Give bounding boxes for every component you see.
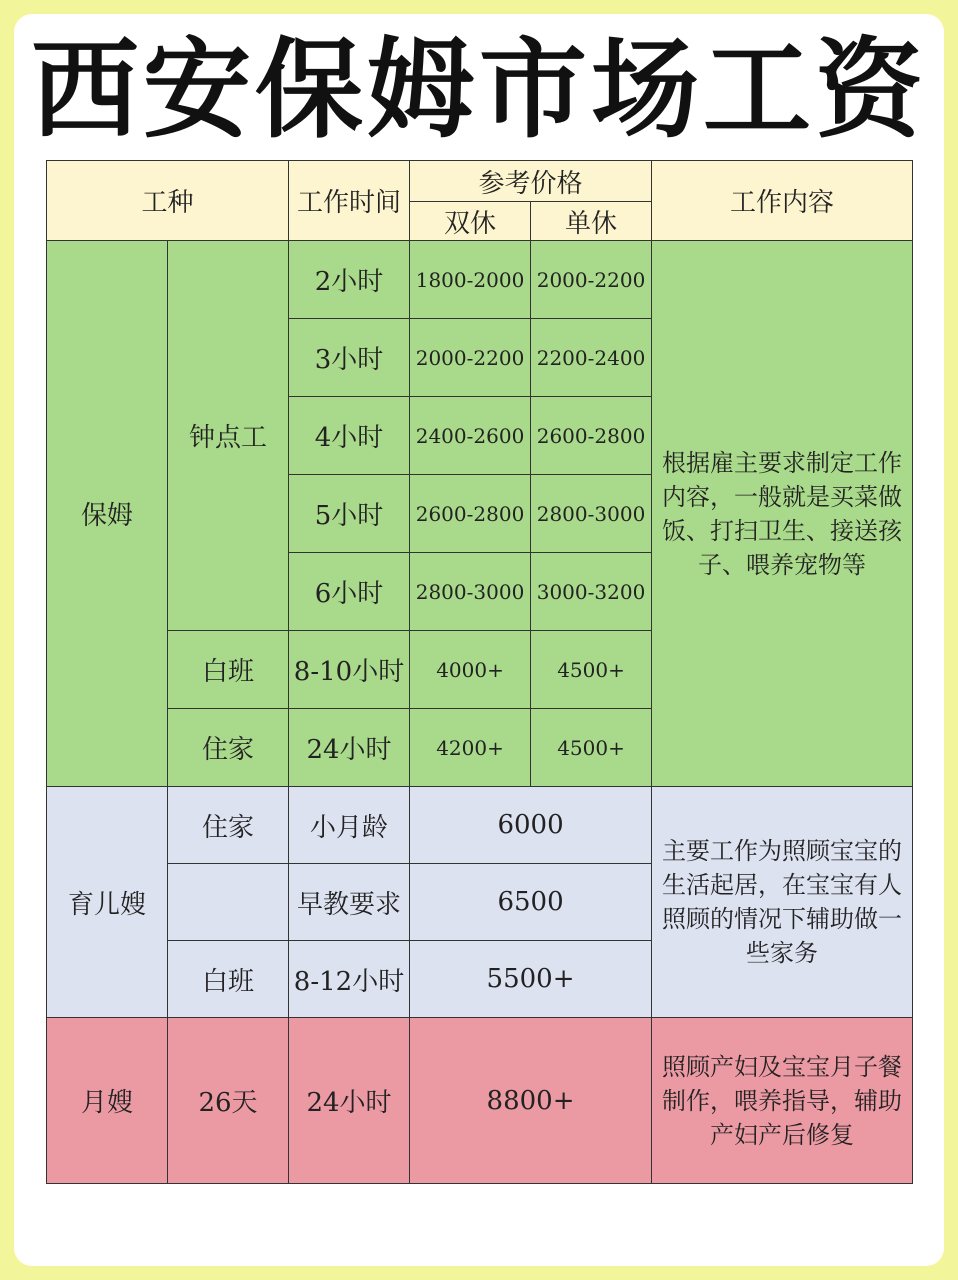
header-double-rest: 双休 bbox=[410, 202, 531, 241]
header-hours: 工作时间 bbox=[289, 161, 410, 241]
childcare-sub-label bbox=[168, 864, 289, 941]
hours-cell: 早教要求 bbox=[289, 864, 410, 941]
hours-cell: 6小时 bbox=[289, 553, 410, 631]
header-price: 参考价格 bbox=[410, 161, 652, 202]
price-cell: 5500+ bbox=[410, 941, 652, 1018]
childcare-content: 主要工作为照顾宝宝的生活起居，在宝宝有人照顾的情况下辅助做一些家务 bbox=[652, 787, 913, 1018]
single-rest-price: 2200-2400 bbox=[531, 319, 652, 397]
price-cell: 8800+ bbox=[410, 1018, 652, 1184]
price-cell: 6500 bbox=[410, 864, 652, 941]
double-rest-price: 2600-2800 bbox=[410, 475, 531, 553]
single-rest-price: 2800-3000 bbox=[531, 475, 652, 553]
nanny-content: 根据雇主要求制定工作内容，一般就是买菜做饭、打扫卫生、接送孩子、喂养宠物等 bbox=[652, 241, 913, 787]
single-rest-price: 2000-2200 bbox=[531, 241, 652, 319]
header-type: 工种 bbox=[47, 161, 289, 241]
price-cell: 6000 bbox=[410, 787, 652, 864]
double-rest-price: 2400-2600 bbox=[410, 397, 531, 475]
hours-cell: 24小时 bbox=[289, 1018, 410, 1184]
childcare-sub-label: 白班 bbox=[168, 941, 289, 1018]
table-row bbox=[47, 1018, 913, 1184]
table-row bbox=[47, 787, 913, 864]
single-rest-price: 4500+ bbox=[531, 631, 652, 709]
hours-cell: 5小时 bbox=[289, 475, 410, 553]
double-rest-price: 4000+ bbox=[410, 631, 531, 709]
hours-cell: 24小时 bbox=[289, 709, 410, 787]
hours-cell: 8-12小时 bbox=[289, 941, 410, 1018]
hours-cell: 4小时 bbox=[289, 397, 410, 475]
double-rest-price: 2000-2200 bbox=[410, 319, 531, 397]
header-single-rest: 单休 bbox=[531, 202, 652, 241]
salary-table bbox=[46, 160, 913, 1184]
day-shift-label: 白班 bbox=[168, 631, 289, 709]
hours-cell: 小月龄 bbox=[289, 787, 410, 864]
single-rest-price: 3000-3200 bbox=[531, 553, 652, 631]
maternity-label: 月嫂 bbox=[47, 1018, 168, 1184]
maternity-content: 照顾产妇及宝宝月子餐制作，喂养指导，辅助产妇产后修复 bbox=[652, 1018, 913, 1184]
hourly-label: 钟点工 bbox=[168, 241, 289, 631]
hours-cell: 2小时 bbox=[289, 241, 410, 319]
double-rest-price: 1800-2000 bbox=[410, 241, 531, 319]
double-rest-price: 4200+ bbox=[410, 709, 531, 787]
hours-cell: 8-10小时 bbox=[289, 631, 410, 709]
childcare-label: 育儿嫂 bbox=[47, 787, 168, 1018]
double-rest-price: 2800-3000 bbox=[410, 553, 531, 631]
live-in-label: 住家 bbox=[168, 709, 289, 787]
header-content: 工作内容 bbox=[652, 161, 913, 241]
table-row bbox=[47, 241, 913, 319]
single-rest-price: 2600-2800 bbox=[531, 397, 652, 475]
header-row bbox=[47, 161, 913, 202]
page-title: 西安保姆市场工资 bbox=[30, 28, 927, 153]
maternity-days: 26天 bbox=[168, 1018, 289, 1184]
childcare-sub-label: 住家 bbox=[168, 787, 289, 864]
single-rest-price: 4500+ bbox=[531, 709, 652, 787]
nanny-label: 保姆 bbox=[47, 241, 168, 787]
hours-cell: 3小时 bbox=[289, 319, 410, 397]
